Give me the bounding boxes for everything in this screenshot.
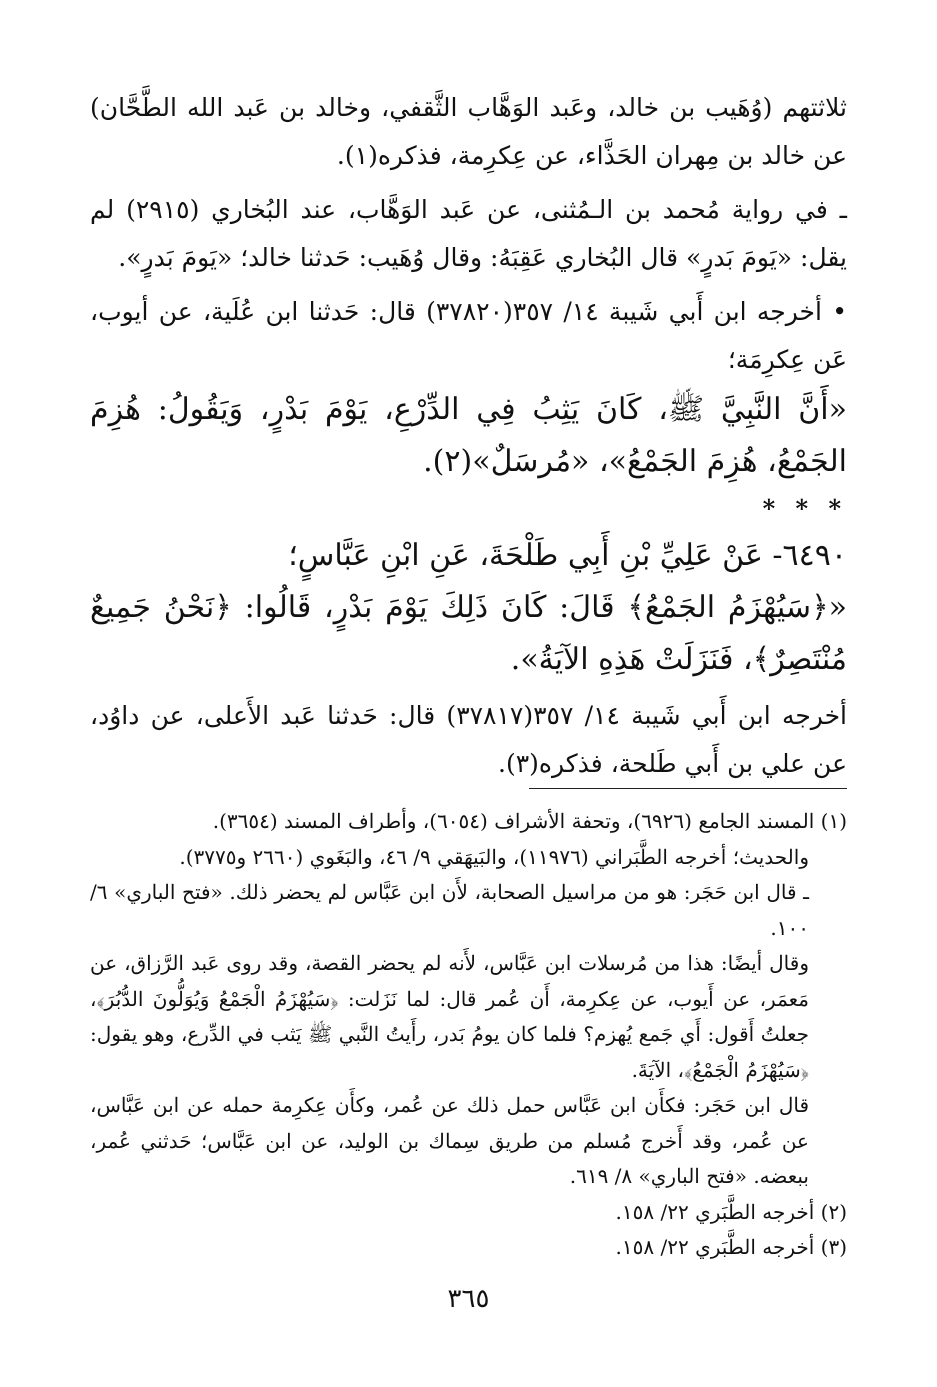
- page-number: ٣٦٥: [447, 1284, 490, 1314]
- footnote-1-paragraph-5: قال ابن حَجَر: فكأَن ابن عَبَّاس حمل ذلك عن عُمر، وكأَن عِكرِمة حمله عن ابن عَبَّاس، عن عُمر، وقد أَخرج مُسلم من طريق سِماك بن الوليد، عن ابن عَبَّاس؛ حَدثني عُمر، ببعضه. «فتح الباري» ٨/ ٦١٩.: [90, 1093, 809, 1188]
- hadith-header: ٦٤٩٠- عَنْ عَلِيِّ بْنِ أَبِي طَلْحَةَ، عَنِ ابْنِ عَبَّاسٍ؛: [288, 538, 847, 573]
- takhrij-paragraph: أخرجه ابن أَبي شَيبة ١٤/ ٣٥٧(٣٧٨١٧) قال: حَدثنا عَبد الأَعلى، عن داوُد، عن علي بن أَبي طَلحة، فذكره(٣).: [90, 701, 847, 778]
- paragraph-mursal-hadith: «أَنَّ النَّبِيَّ ﷺ، كَانَ يَثِبُ فِي الدِّرْعِ، يَوْمَ بَدْرٍ، وَيَقُولُ: هُزِمَ الجَمْعُ، هُزِمَ الجَمْعُ»، «مُرسَلٌ»(٢).: [90, 392, 847, 479]
- footnotes: [90, 804, 847, 1266]
- footnote-divider: [529, 788, 847, 789]
- footnote-1-line-2: والحديث؛ أخرجه الطَّبَراني (١١٩٧٦)، والبَيهَقي ٩/ ٤٦، والبَغَوي (٢٦٦٠ و٣٧٧٥).: [179, 844, 809, 869]
- paragraph-narrators: ثلاثتهم (وُهَيب بن خالد، وعَبد الوَهَّاب الثَّقفي، وخالد بن عَبد الله الطَّحَّان) عن خالد بن مِهران الحَذَّاء، عن عِكرِمة، فذكره(١).: [90, 93, 847, 170]
- footnote-2: (٢) أخرجه الطَّبَري ٢٢/ ١٥٨.: [615, 1199, 847, 1224]
- footnote-1-line-1: (١) المسند الجامع (٦٩٢٦)، وتحفة الأشراف (٦٠٥٤)، وأطراف المسند (٣٦٥٤).: [212, 809, 847, 833]
- footnote-1-line-3: ـ قال ابن حَجَر: هو من مراسيل الصحابة، لأَن ابن عَبَّاس لم يحضر ذلك. «فتح الباري» ٦/ ١٠٠.: [90, 880, 809, 940]
- footnote-1-paragraph-4: وقال أيضًا: هذا من مُرسلات ابن عَبَّاس، لأَنه لم يحضر القصة، وقد روى عَبد الرَّزاق، عن مَعمَر، عن أَيوب، عن عِكرِمة، أَن عُمر قال: لما نَزَلت: ﴿سَيُهْزَمُ الْجَمْعُ وَيُوَلُّونَ الدُّبُرَ﴾، جعلتُ أَقول: أَي جَمع يُهزم؟ فلما كان يومُ بَدر، رأَيتُ النَّبي ﷺ يَثب في الدِّرع، وهو يقول: ﴿سَيُهْزَمُ الْجَمْعُ﴾، الآيَةَ.: [90, 951, 809, 1082]
- footnote-3: (٣) أخرجه الطَّبَري ٢٢/ ١٥٨.: [615, 1235, 847, 1259]
- paragraph-bukhari-note: ـ في رواية مُحمد بن الـمُثنى، عن عَبد الوَهَّاب، عند البُخاري (٢٩١٥) لم يقل: «يَومَ بَدرٍ» قال البُخاري عَقِبَهُ: وقال وُهَيب: حَدثنا خالد؛ «يَومَ بَدرٍ».: [90, 195, 847, 272]
- hadith-text: «﴿سَيُهْزَمُ الجَمْعُ﴾ قَالَ: كَانَ ذَلِكَ يَوْمَ بَدْرٍ، قَالُوا: ﴿نَحْنُ جَمِيعٌ مُنْتَصِرٌ﴾، فَنَزَلَتْ هَذِهِ الآيَةُ».: [90, 590, 847, 677]
- main-text-block: [90, 84, 847, 788]
- paragraph-ibn-abi-shaybah: • أخرجه ابن أَبي شَيبة ١٤/ ٣٥٧(٣٧٨٢٠) قال: حَدثنا ابن عُلَية، عن أيوب، عَن عِكرِمَة؛: [90, 297, 847, 374]
- section-separator: * * *: [762, 494, 847, 523]
